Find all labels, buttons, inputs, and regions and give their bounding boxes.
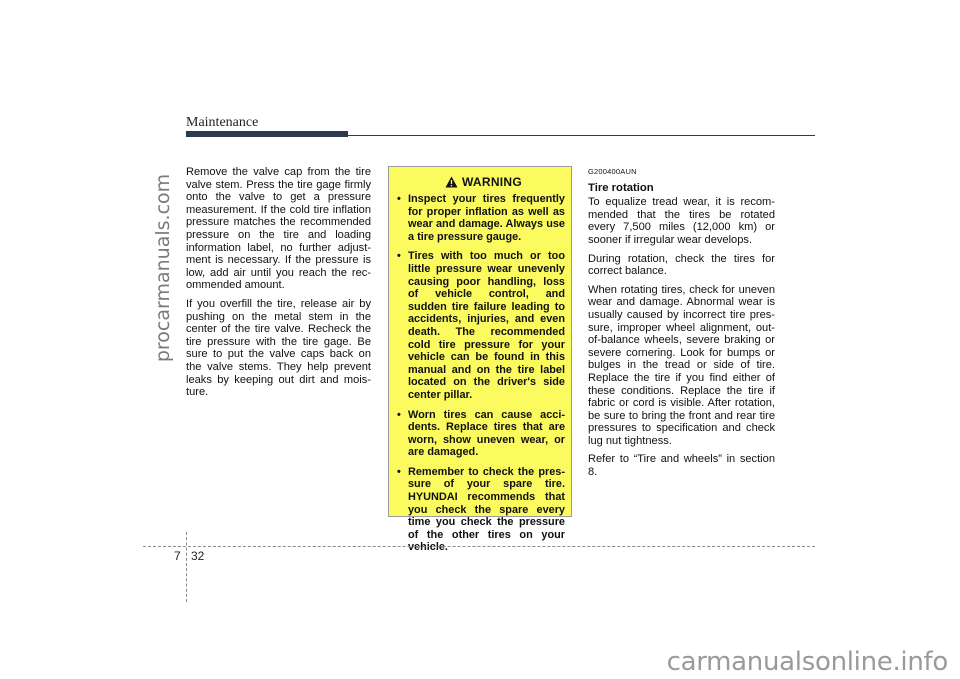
footer-divider [186,532,187,602]
right-paragraph: To equalize tread wear, it is recommended that the tires be rotated every 7,500 miles (12,000 km) or sooner if irregular wear develops. [588,196,775,246]
section-code: G200400AUN [588,167,637,176]
warning-item-text: Tires with too much or too little pressure wear unevenly causing poor handling, loss of vehicle control, and sudden tire failure leading to accidents, injuries, and even death. The recommended cold tire pressure for your vehicle can be found in this manual and on the tire label located on the driver's side center pillar. [408,250,565,401]
right-paragraph: When rotating tires, check for uneven wear and damage. Abnormal wear is usually caused by incorrect tire pressure, improper wheel alignment, out-of-balance wheels, severe braking or severe cornering. Look for bumps or bulges in the tread or side of tire. Replace the tire if you find either of these conditions. Replace the tire if fabric or cord is visible. After rotation, be sure to bring the front and rear tire pressures to specification and check lug nut tightness. [588,283,775,447]
header-title: Maintenance [186,115,259,130]
warning-item [397,409,565,459]
warning-header [397,175,565,189]
warning-triangle-icon [445,176,458,188]
bottom-watermark: carmanualsonline.info [666,647,948,677]
warning-item [397,193,565,243]
section-heading: Tire rotation [588,181,654,194]
bullet: • [397,465,401,478]
warning-list [397,193,565,554]
left-paragraph: If you overfill the tire, release air by pushing on the metal stem in the center of the tire valve. Recheck the tire pressure with the tire gage. Be sure to put the valve caps back on the valve stems. They help prevent leaks by keeping out dirt and moisture. [186,297,371,399]
header-bar [186,131,348,137]
warning-item [397,466,565,554]
warning-item-text: Remember to check the pressure of your spare tire. HYUNDAI recommends that you check the spare every time you check the pressure of the other tires on your vehicle. [408,465,565,554]
footer-dashed-rule [143,546,815,547]
left-paragraph: Remove the valve cap from the tire valve stem. Press the tire gage firmly onto the valve to get a pressure measurement. If the cold tire inflation pressure matches the recommended pressure on the tire and loading information label, no further adjustment is necessary. If the pressure is low, add air until you reach the recommended amount. [186,166,371,292]
warning-box [388,166,572,554]
bullet: • [397,193,401,205]
page-number: 32 [191,549,205,563]
header-rule [348,135,815,136]
right-paragraph: During rotation, check the tires for correct balance. [588,252,775,278]
warning-title: WARNING [461,175,523,189]
right-column [588,166,775,485]
warning-item-text: Inspect your tires frequently for proper inflation as well as wear and damage. Always use a tire pressure gauge. [408,193,565,243]
bullet: • [397,250,401,263]
left-column [186,166,371,405]
warning-item-text: Worn tires can cause accidents. Replace tires that are worn, show uneven wear, or are damaged. [408,408,565,459]
section-number: 7 [174,549,181,563]
side-watermark: procarmanuals.com [152,173,174,363]
warning-item [397,250,565,401]
right-paragraph: Refer to “Tire and wheels” in section 8. [588,453,775,479]
bullet: • [397,408,401,421]
